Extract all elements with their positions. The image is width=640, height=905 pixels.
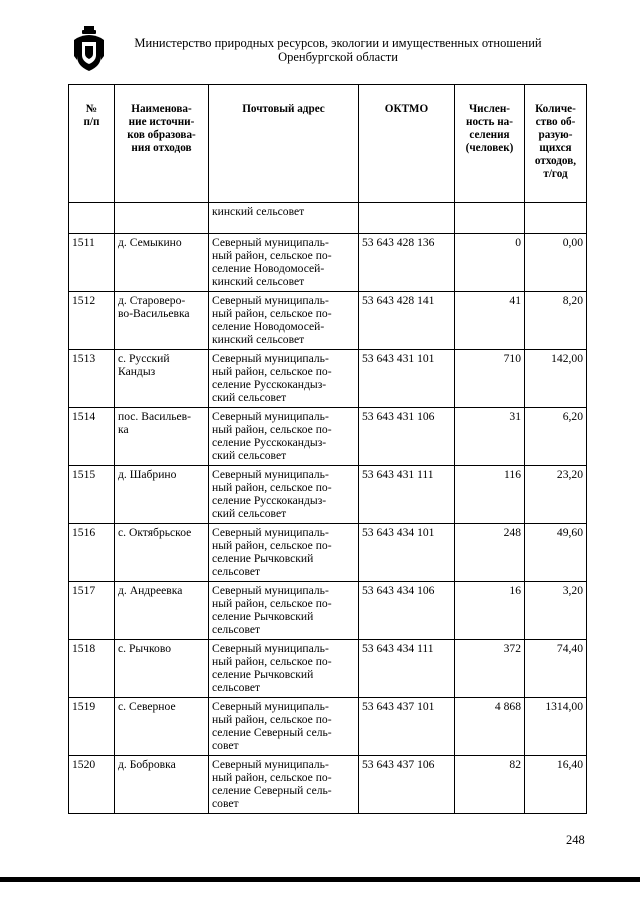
- row-source: с. Северное: [115, 698, 209, 756]
- row-waste-qty: 142,00: [525, 350, 587, 408]
- row-address: Северный муниципаль- ный район, сельское по- селение Русскокандыз- ский сельсовет: [209, 408, 359, 466]
- coat-of-arms-icon: [74, 26, 104, 72]
- table-row: [69, 292, 587, 350]
- row-address: Северный муниципаль- ный район, сельское по- селение Русскокандыз- ский сельсовет: [209, 350, 359, 408]
- row-source: с. Рычково: [115, 640, 209, 698]
- row-address: Северный муниципаль- ный район, сельское по- селение Рычковский сельсовет: [209, 640, 359, 698]
- row-population: 41: [455, 292, 525, 350]
- table-row: [69, 756, 587, 814]
- row-population: 0: [455, 234, 525, 292]
- row-address: Северный муниципаль- ный район, сельское по- селение Новодомосей- кинский сельсовет: [209, 292, 359, 350]
- row-source: д. Староверо- во-Васильевка: [115, 292, 209, 350]
- row-num: 1512: [69, 292, 115, 350]
- row-source: пос. Васильев- ка: [115, 408, 209, 466]
- table-row: [69, 640, 587, 698]
- row-address: Северный муниципаль- ный район, сельское по- селение Северный сель- совет: [209, 756, 359, 814]
- row-population: 372: [455, 640, 525, 698]
- row-population: 116: [455, 466, 525, 524]
- row-population: 248: [455, 524, 525, 582]
- col-header-population: Числен- ность на- селения (человек): [455, 85, 525, 203]
- row-oktmo: 53 643 437 101: [359, 698, 455, 756]
- row-address: Северный муниципаль- ный район, сельское по- селение Русскокандыз- ский сельсовет: [209, 466, 359, 524]
- row-address: Северный муниципаль- ный район, сельское по- селение Рычковский сельсовет: [209, 524, 359, 582]
- row-oktmo: 53 643 434 106: [359, 582, 455, 640]
- row-waste-qty: 6,20: [525, 408, 587, 466]
- table-row: [69, 350, 587, 408]
- table-row: [69, 582, 587, 640]
- row-oktmo: 53 643 437 106: [359, 756, 455, 814]
- row-population: 710: [455, 350, 525, 408]
- row-waste-qty: 23,20: [525, 466, 587, 524]
- table-header-row: [69, 85, 587, 203]
- row-source: д. Семыкино: [115, 234, 209, 292]
- row-oktmo: 53 643 431 106: [359, 408, 455, 466]
- row-num: 1513: [69, 350, 115, 408]
- table-row: [69, 524, 587, 582]
- table-row: [69, 698, 587, 756]
- row-waste-qty: 0,00: [525, 234, 587, 292]
- col-header-oktmo: ОКТМО: [359, 85, 455, 203]
- row-population: 31: [455, 408, 525, 466]
- row-source: с. Октябрьское: [115, 524, 209, 582]
- row-num: 1516: [69, 524, 115, 582]
- table-row: [69, 466, 587, 524]
- row-source: д. Андреевка: [115, 582, 209, 640]
- row-population: 4 868: [455, 698, 525, 756]
- row-waste-qty: 1314,00: [525, 698, 587, 756]
- ministry-title: Министерство природных ресурсов, экологии и имущественных отношений: [134, 36, 542, 50]
- col-header-address: Почтовый адрес: [209, 85, 359, 203]
- row-num: 1511: [69, 234, 115, 292]
- waste-sources-table: [68, 84, 587, 814]
- bottom-rule: [0, 877, 640, 882]
- continuation-address: кинский сельсовет: [209, 203, 359, 234]
- row-waste-qty: 3,20: [525, 582, 587, 640]
- col-header-num: № п/п: [69, 85, 115, 203]
- table-row-continuation: [69, 203, 587, 234]
- row-waste-qty: 49,60: [525, 524, 587, 582]
- row-oktmo: 53 643 428 136: [359, 234, 455, 292]
- row-address: Северный муниципаль- ный район, сельское по- селение Северный сель- совет: [209, 698, 359, 756]
- row-oktmo: 53 643 434 101: [359, 524, 455, 582]
- table-row: [69, 234, 587, 292]
- row-population: 16: [455, 582, 525, 640]
- row-source: д. Шабрино: [115, 466, 209, 524]
- row-num: 1514: [69, 408, 115, 466]
- ministry-header: [118, 36, 558, 64]
- row-num: 1519: [69, 698, 115, 756]
- page-number: 248: [566, 833, 585, 847]
- row-population: 82: [455, 756, 525, 814]
- row-oktmo: 53 643 434 111: [359, 640, 455, 698]
- row-num: 1518: [69, 640, 115, 698]
- row-num: 1515: [69, 466, 115, 524]
- row-num: 1517: [69, 582, 115, 640]
- row-num: 1520: [69, 756, 115, 814]
- row-source: с. Русский Кандыз: [115, 350, 209, 408]
- table-row: [69, 408, 587, 466]
- row-waste-qty: 16,40: [525, 756, 587, 814]
- row-address: Северный муниципаль- ный район, сельское по- селение Новодомосей- кинский сельсовет: [209, 234, 359, 292]
- col-header-waste-qty: Количе- ство об- разую- щихся отходов, т/год: [525, 85, 587, 203]
- row-oktmo: 53 643 428 141: [359, 292, 455, 350]
- region-title: Оренбургской области: [278, 50, 398, 64]
- row-waste-qty: 74,40: [525, 640, 587, 698]
- row-source: д. Бобровка: [115, 756, 209, 814]
- row-address: Северный муниципаль- ный район, сельское по- селение Рычковский сельсовет: [209, 582, 359, 640]
- row-waste-qty: 8,20: [525, 292, 587, 350]
- row-oktmo: 53 643 431 111: [359, 466, 455, 524]
- row-oktmo: 53 643 431 101: [359, 350, 455, 408]
- col-header-source: Наименова- ние источни- ков образова- ния отходов: [115, 85, 209, 203]
